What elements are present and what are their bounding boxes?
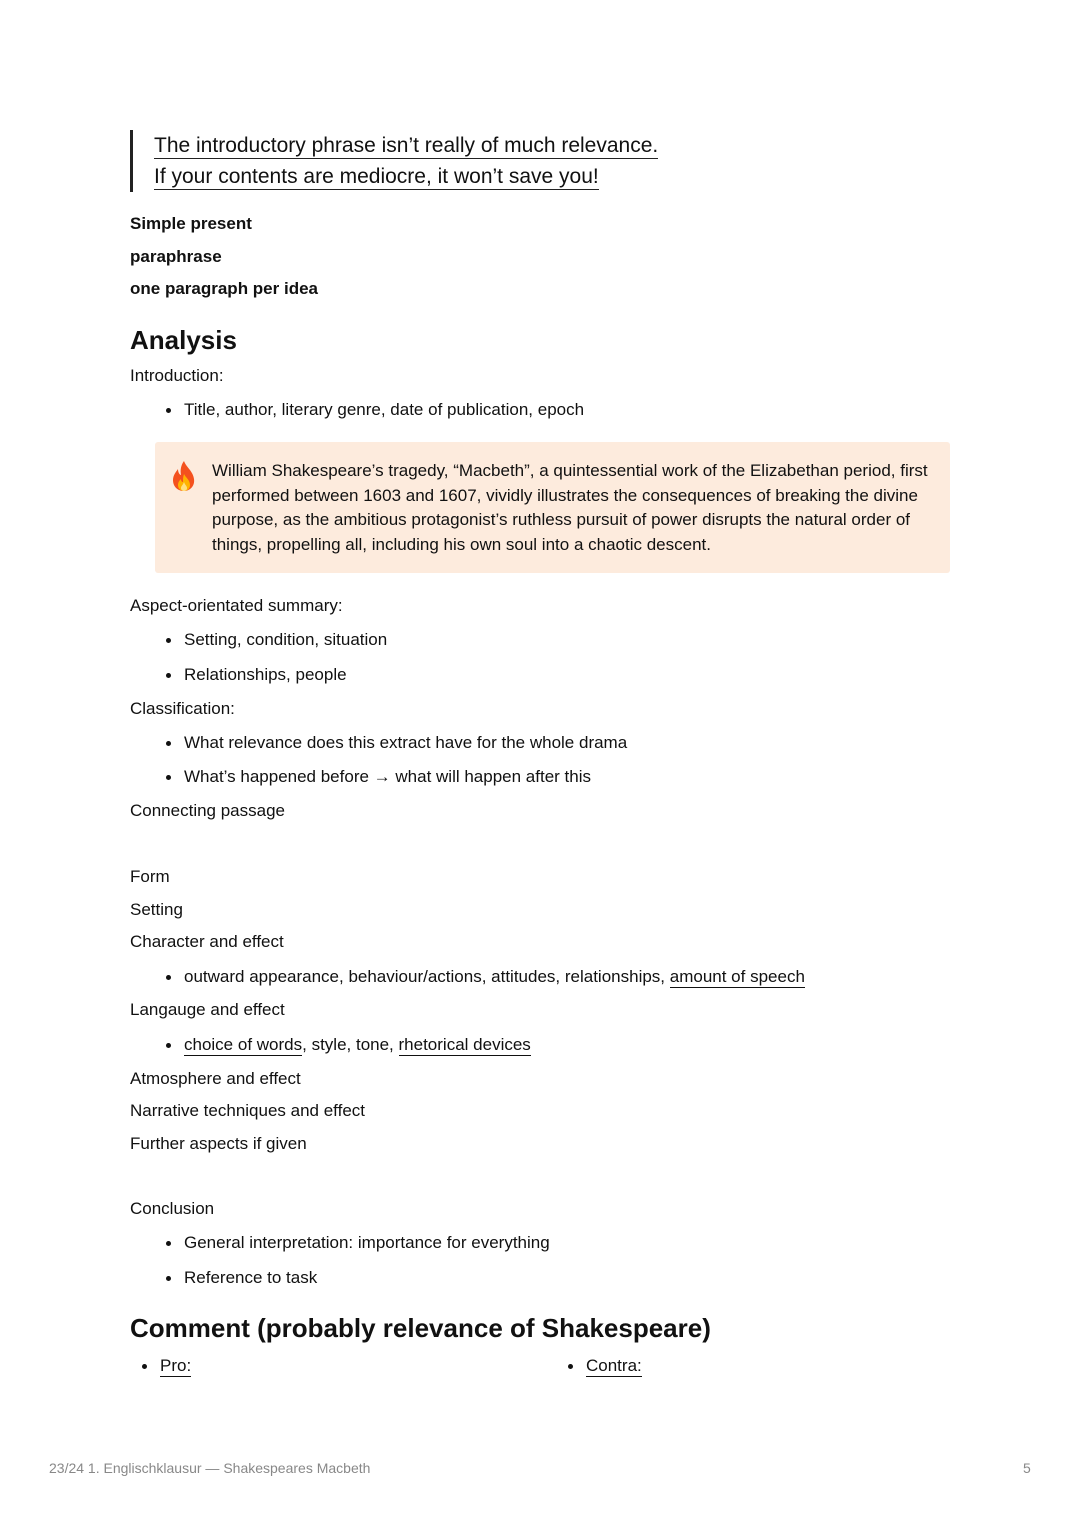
language-label: Langauge and effect bbox=[130, 1000, 285, 1019]
classification-label: Classification: bbox=[130, 699, 235, 718]
heading-analysis: Analysis bbox=[130, 325, 237, 355]
blockquote bbox=[130, 130, 658, 192]
contra-label: Contra: bbox=[586, 1356, 642, 1375]
character-label: Character and effect bbox=[130, 932, 284, 951]
pro-bullet bbox=[160, 1355, 191, 1377]
character-bullet-text: outward appearance, behaviour/actions, attitudes, relationships, bbox=[184, 967, 670, 986]
introduction-label: Introduction: bbox=[130, 366, 224, 385]
conclusion-bullet-1: General interpretation: importance for everything bbox=[184, 1233, 550, 1252]
conclusion-bullet-2: Reference to task bbox=[184, 1268, 318, 1287]
quote-line-2: If your contents are mediocre, it won’t save you! bbox=[154, 165, 599, 188]
further-label: Further aspects if given bbox=[130, 1134, 307, 1153]
callout-box bbox=[155, 442, 950, 573]
summary-label: Aspect-orientated summary: bbox=[130, 596, 343, 615]
classification-bullet-1: What relevance does this extract have for the whole drama bbox=[184, 733, 628, 752]
pro-label: Pro: bbox=[160, 1356, 192, 1375]
page-number: 5 bbox=[1023, 1460, 1031, 1476]
footer-title: 23/24 1. Englischklausur — Shakespeares Macbeth bbox=[49, 1460, 371, 1476]
classification-bullet-2: What’s happened before → what will happen after this bbox=[184, 767, 591, 786]
language-bullet-mid: , style, tone, bbox=[302, 1035, 399, 1054]
note-one-paragraph: one paragraph per idea bbox=[130, 279, 318, 298]
fire-icon bbox=[171, 460, 197, 492]
narrative-label: Narrative techniques and effect bbox=[130, 1101, 365, 1120]
connecting-passage: Connecting passage bbox=[130, 801, 286, 820]
note-paraphrase: paraphrase bbox=[130, 247, 222, 266]
rhetorical-devices-text: rhetorical devices bbox=[398, 1035, 531, 1054]
atmosphere-label: Atmosphere and effect bbox=[130, 1069, 301, 1088]
conclusion-label: Conclusion bbox=[130, 1199, 215, 1218]
character-bullet bbox=[184, 966, 805, 988]
setting-label: Setting bbox=[130, 900, 183, 919]
form-label: Form bbox=[130, 867, 170, 886]
quote-line-1: The introductory phrase isn’t really of much relevance. bbox=[154, 134, 659, 157]
callout-text: William Shakespeare’s tragedy, “Macbeth”, a quintessential work of the Elizabethan period, first performed between 1603 and 1607, vividly illustrates the consequences of breaking the divine purpose, as the ambitious protagonist’s ruthless pursuit of power disrupts the natural order of things, propelling all, including his own soul into a chaotic descent. bbox=[212, 461, 928, 554]
note-simple-present: Simple present bbox=[130, 214, 252, 233]
summary-bullet-1: Setting, condition, situation bbox=[184, 630, 388, 649]
amount-of-speech-link: amount of speech bbox=[669, 967, 805, 986]
summary-bullet-2: Relationships, people bbox=[184, 665, 347, 684]
contra-bullet bbox=[586, 1355, 642, 1377]
heading-comment: Comment (probably relevance of Shakespeare) bbox=[130, 1313, 711, 1343]
introduction-bullet: Title, author, literary genre, date of publication, epoch bbox=[184, 400, 585, 419]
language-bullet bbox=[184, 1034, 531, 1056]
choice-of-words-text: choice of words bbox=[184, 1035, 303, 1054]
